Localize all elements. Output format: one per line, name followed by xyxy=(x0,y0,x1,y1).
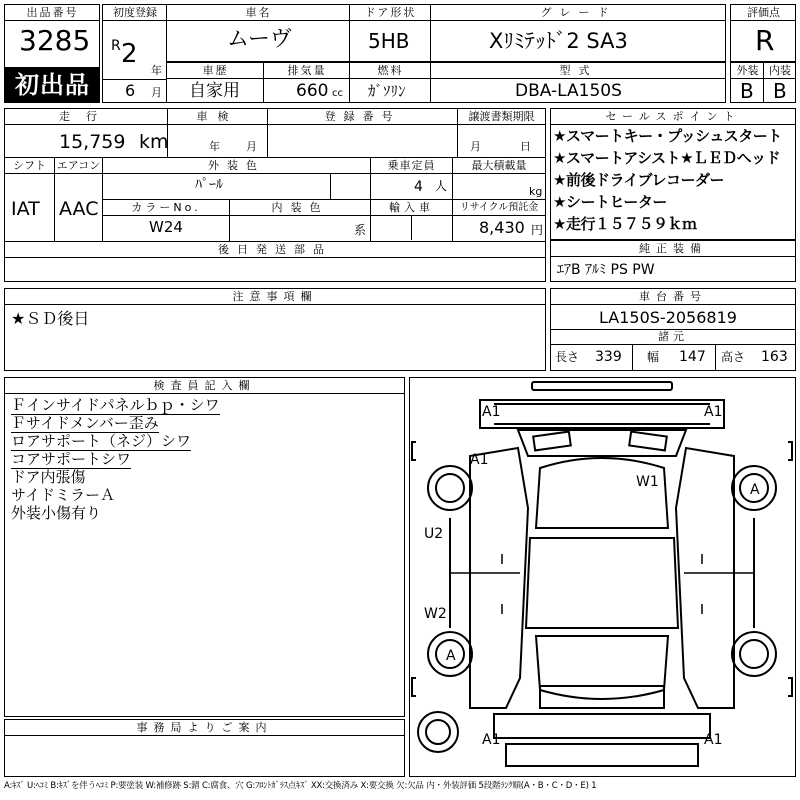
mark-a1-front-left: A1 xyxy=(482,404,501,420)
car-name-cell xyxy=(166,4,350,62)
mark-w1: W1 xyxy=(636,474,659,490)
car-diagram xyxy=(410,378,795,776)
first-reg-cell xyxy=(102,4,167,103)
inspector-line: Ｆサイドメンバー歪み xyxy=(11,414,159,432)
int-grade-label: 内装 xyxy=(764,63,796,79)
displacement-label: 排気量 xyxy=(264,63,350,79)
import-label: 輸入車 xyxy=(371,200,452,216)
width-label: 幅 xyxy=(647,350,660,364)
load-unit: kg xyxy=(529,185,543,198)
lot-label: 出品番号 xyxy=(5,5,100,21)
mark-w2: W2 xyxy=(424,606,447,622)
fuel: ｶﾞｿﾘﾝ xyxy=(368,82,406,100)
office-box xyxy=(4,719,405,777)
insp-month-unit: 月 xyxy=(246,140,257,153)
shift: IAT xyxy=(11,198,40,220)
grade: Xﾘﾐﾃｯﾄﾞ2 SA3 xyxy=(489,29,628,53)
height-label: 高さ xyxy=(721,350,746,364)
mark-a1-hood: A1 xyxy=(470,452,489,468)
ext-grade: B xyxy=(740,79,754,103)
history: 自家用 xyxy=(189,81,240,101)
ac: AAC xyxy=(59,198,99,220)
score: R xyxy=(755,24,775,57)
door-cell xyxy=(349,4,431,62)
mileage: 15,759 xyxy=(59,131,126,153)
recycle-label: リサイクル預託金 xyxy=(453,200,545,216)
ext-color: ﾊﾟｰﾙ xyxy=(195,177,223,193)
era: R xyxy=(111,38,121,54)
height: 163 xyxy=(761,349,788,365)
sales-point-item: ★シートヒーター xyxy=(553,193,667,211)
mark-a1-rear-right: A1 xyxy=(704,732,723,748)
ext-grade-cell xyxy=(730,62,764,103)
first-reg-label: 初度登録 xyxy=(103,5,167,21)
ext-color-label: 外装色 xyxy=(103,158,370,174)
notes-box xyxy=(4,288,546,371)
door-label: ドア形状 xyxy=(350,5,431,21)
insp-year-unit: 年 xyxy=(209,140,220,153)
model-cell xyxy=(430,62,726,103)
reg-no-label: 登録番号 xyxy=(268,109,457,125)
score-label: 評価点 xyxy=(731,5,796,21)
capacity-unit: 人 xyxy=(435,179,448,193)
sales-point-item: ★前後ドライブレコーダー xyxy=(553,171,724,189)
mileage-unit: km xyxy=(139,131,169,153)
color-no: W24 xyxy=(149,218,183,236)
dims-label: 諸元 xyxy=(551,329,795,345)
sales-points-list xyxy=(553,129,797,239)
equipment-value: ｴｱB ｱﾙﾐ PS PW xyxy=(557,262,655,278)
recycle-unit: 円 xyxy=(531,223,544,237)
office-label: 事務局よりご案内 xyxy=(5,720,404,736)
displacement-unit: cc xyxy=(332,88,343,99)
inspector-line: 外装小傷有り xyxy=(11,504,102,522)
first-listing-badge: 初出品 xyxy=(5,67,100,103)
lot-number: 3285 xyxy=(19,24,91,57)
int-grade: B xyxy=(773,79,787,103)
width: 147 xyxy=(679,349,706,365)
transfer-month-unit: 月 xyxy=(470,140,481,153)
mark-a1-front-right: A1 xyxy=(704,404,723,420)
ac-label: エアコン xyxy=(56,159,101,172)
capacity: 4 xyxy=(414,179,423,195)
inspector-box xyxy=(4,377,405,717)
transfer-day-unit: 日 xyxy=(520,140,531,153)
chassis-number: LA150S-2056819 xyxy=(599,308,737,327)
history-label: 車歴 xyxy=(167,63,264,79)
car-name: ムーヴ xyxy=(227,27,292,52)
header-table xyxy=(4,4,796,103)
ext-grade-label: 外装 xyxy=(731,63,764,79)
inspector-notes xyxy=(11,398,391,524)
mark-u2: U2 xyxy=(424,526,444,542)
inspector-line: ロアサポート（ネジ）シワ xyxy=(11,432,192,450)
deferred-parts-label: 後日発送部品 xyxy=(5,242,545,258)
score-cell xyxy=(730,4,796,62)
fuel-cell xyxy=(349,62,431,103)
int-grade-cell xyxy=(763,62,796,103)
mark-a1-rear-left: A1 xyxy=(482,732,501,748)
sales-point-item: ★走行１５７５９ｋｍ xyxy=(553,215,697,233)
equipment-box xyxy=(550,240,796,282)
displacement-cell xyxy=(263,62,350,103)
grade-cell xyxy=(430,4,726,62)
equipment-label: 純正装備 xyxy=(551,241,795,257)
sales-points-label: セールスポイント xyxy=(551,109,795,125)
lot-number-cell xyxy=(4,4,100,103)
sales-point-item: ★スマートアシスト★ＬＥＤヘッド xyxy=(553,149,781,167)
model-label: 型式 xyxy=(431,63,726,79)
reg-year: 2 xyxy=(121,39,138,69)
notes-label: 注意事項欄 xyxy=(5,289,545,305)
legend-text: A:ｷｽﾞ U:ﾍｺﾐ B:ｷｽﾞを伴うﾍｺﾐ P:要塗装 W:補修跡 S:錆 C:腐食、穴 G:ﾌﾛﾝﾄｶﾞﾗｽ点ｷｽﾞ XX:交換済み X:要交換 欠:欠品 内・外装評価 5段階ﾗﾝｸ順(A・B・C・D・E) 1 xyxy=(4,781,597,791)
recycle-amount: 8,430 xyxy=(479,218,525,237)
car-diagram-box xyxy=(409,377,796,777)
int-color-label: 内装色 xyxy=(230,200,370,216)
sales-point-item: ★スマートキー・プッシュスタート xyxy=(553,127,782,145)
inspector-line: サイドミラーＡ xyxy=(11,486,115,504)
chassis-label: 車台番号 xyxy=(551,289,795,305)
reg-month: 6 xyxy=(125,81,136,100)
mileage-label: 走行 xyxy=(5,109,167,125)
sales-points-box xyxy=(550,108,796,240)
door-type: 5HB xyxy=(368,29,410,53)
notes-value: ★ＳＤ後日 xyxy=(11,309,90,328)
inspector-line: Ｆインサイドパネルｂｐ・シワ xyxy=(11,396,220,414)
int-color-unit: 系 xyxy=(354,223,367,237)
car-name-label: 車名 xyxy=(167,5,350,21)
inspection-label: 車検 xyxy=(168,109,267,125)
load-label: 最大積載量 xyxy=(453,158,545,174)
capacity-label: 乗車定員 xyxy=(371,158,452,174)
mark-a-front-right-wheel: A xyxy=(750,482,760,498)
chassis-box xyxy=(550,288,796,371)
color-no-label: カラーNo. xyxy=(103,200,229,216)
grade-label: グレード xyxy=(431,5,726,21)
transfer-label: 譲渡書類期限 xyxy=(458,109,545,125)
model: DBA-LA150S xyxy=(515,81,622,101)
shift-label: シフト xyxy=(5,158,54,174)
inspector-line: コアサポートシワ xyxy=(11,450,132,468)
length-label: 長さ xyxy=(555,350,580,364)
mark-a-rear-left-wheel: A xyxy=(446,648,456,664)
inspector-label: 検査員記入欄 xyxy=(5,378,404,394)
history-cell xyxy=(166,62,264,103)
inspector-line: ドア内張傷 xyxy=(11,468,86,486)
vehicle-info-table xyxy=(4,108,546,282)
fuel-label: 燃料 xyxy=(350,63,431,79)
displacement: 660 xyxy=(296,81,329,101)
length: 339 xyxy=(595,349,622,365)
year-unit: 年 xyxy=(151,64,162,77)
month-unit: 月 xyxy=(151,86,162,99)
